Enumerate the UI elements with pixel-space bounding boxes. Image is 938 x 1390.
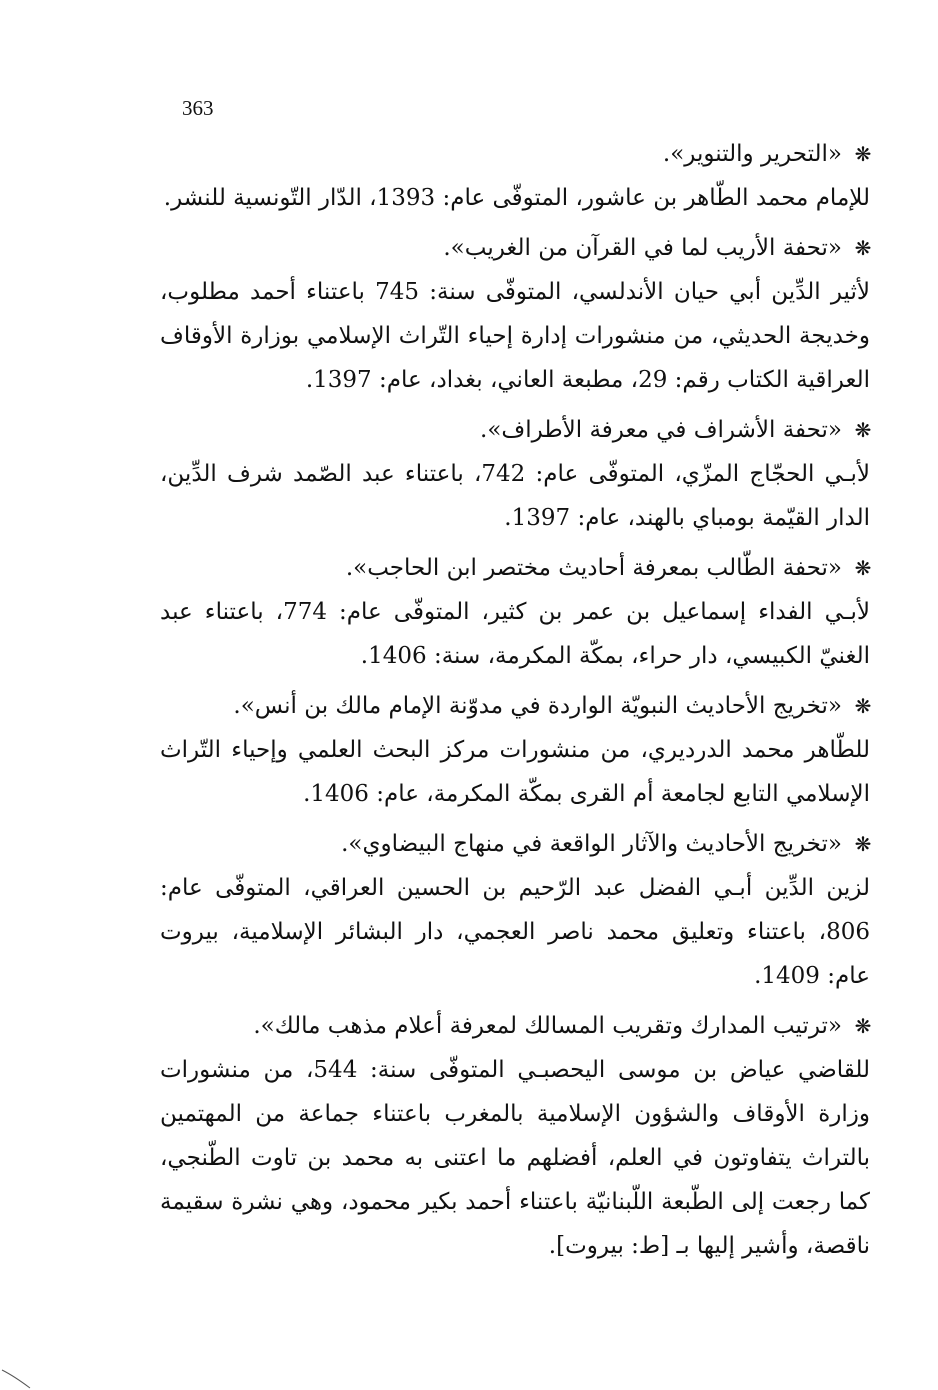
entry-body: لأثير الدِّين أبي حيان الأندلسي، المتوفّى سنة: 745 باعتناء أحمد مطلوب، وخديجة الحديثي، من منشورات إدارة إحياء التّراث الإسلامي بوزارة الأوقاف العراقية الكتاب رقم: 29، مطبعة العاني، بغداد، عام: 1397. xyxy=(160,279,870,393)
entry-title: «تحفة الأريب لما في القرآن من الغريب». xyxy=(443,235,842,261)
asterism-icon: ❋ xyxy=(854,1014,872,1038)
page-number: 363 xyxy=(182,96,214,120)
entry-body: للقاضي عياض بن موسى اليحصبـي المتوفّى سنة: 544، من منشورات وزارة الأوقاف والشؤون الإسلامية بالمغرب باعتناء جماعة من المهتمين بالتراث يتفاوتون في العلم، أفضلهم ما اعتنى به محمد بن تاوت الطّنجي، كما رجعت إلى الطّبعة اللّبنانيّة باعتناء أحمد بكير محمود، وهي نشرة سقيمة ناقصة، وأشير إليها بـ [ط: بيروت]. xyxy=(160,1057,870,1259)
entry-title: «التحرير والتنوير». xyxy=(662,141,842,167)
asterism-icon: ❋ xyxy=(854,236,872,260)
scan-corner-mark xyxy=(0,1368,40,1390)
bibliography-list xyxy=(160,132,870,1274)
bibliography-entry xyxy=(160,132,870,220)
bibliography-entry xyxy=(160,408,870,540)
entry-body: لأبـي الحجّاج المزّي، المتوفّى عام: 742، باعتناء عبد الصّمد شرف الدِّين، الدار القيّمة بومباي بالهند، عام: 1397. xyxy=(160,461,870,531)
entry-title: «تحفة الأشراف في معرفة الأطراف». xyxy=(480,417,842,443)
asterism-icon: ❋ xyxy=(854,418,872,442)
entry-title: «ترتيب المدارك وتقريب المسالك لمعرفة أعلام مذهب مالك». xyxy=(253,1013,842,1039)
asterism-icon: ❋ xyxy=(854,142,872,166)
asterism-icon: ❋ xyxy=(854,832,872,856)
asterism-icon: ❋ xyxy=(854,556,872,580)
bibliography-entry xyxy=(160,226,870,402)
asterism-icon: ❋ xyxy=(854,694,872,718)
entry-body: لزين الدِّين أبـي الفضل عبد الرّحيم بن الحسين العراقي، المتوفّى عام: 806، باعتناء وتعليق محمد ناصر العجمي، دار البشائر الإسلامية، بيروت عام: 1409. xyxy=(160,875,870,989)
entry-body: للإمام محمد الطّاهر بن عاشور، المتوفّى عام: 1393، الدّار التّونسية للنشر. xyxy=(163,185,870,211)
bibliography-entry xyxy=(160,546,870,678)
entry-title: «تخريج الأحاديث النبويّة الواردة في مدوّنة الإمام مالك بن أنس». xyxy=(233,693,842,719)
entry-body: لأبـي الفداء إسماعيل بن عمر بن كثير، المتوفّى عام: 774، باعتناء عبد الغنيّ الكبيسي، دار حراء، بمكّة المكرمة، سنة: 1406. xyxy=(160,599,870,669)
bibliography-entry xyxy=(160,822,870,998)
entry-title: «تخريج الأحاديث والآثار الواقعة في منهاج البيضاوي». xyxy=(341,831,842,857)
bibliography-entry xyxy=(160,1004,870,1268)
entry-body: للطّاهر محمد الدرديري، من منشورات مركز البحث العلمي وإحياء التّراث الإسلامي التابع لجامعة أم القرى بمكّة المكرمة، عام: 1406. xyxy=(160,737,870,807)
entry-title: «تحفة الطّالب بمعرفة أحاديث مختصر ابن الحاجب». xyxy=(345,555,842,581)
bibliography-entry xyxy=(160,684,870,816)
